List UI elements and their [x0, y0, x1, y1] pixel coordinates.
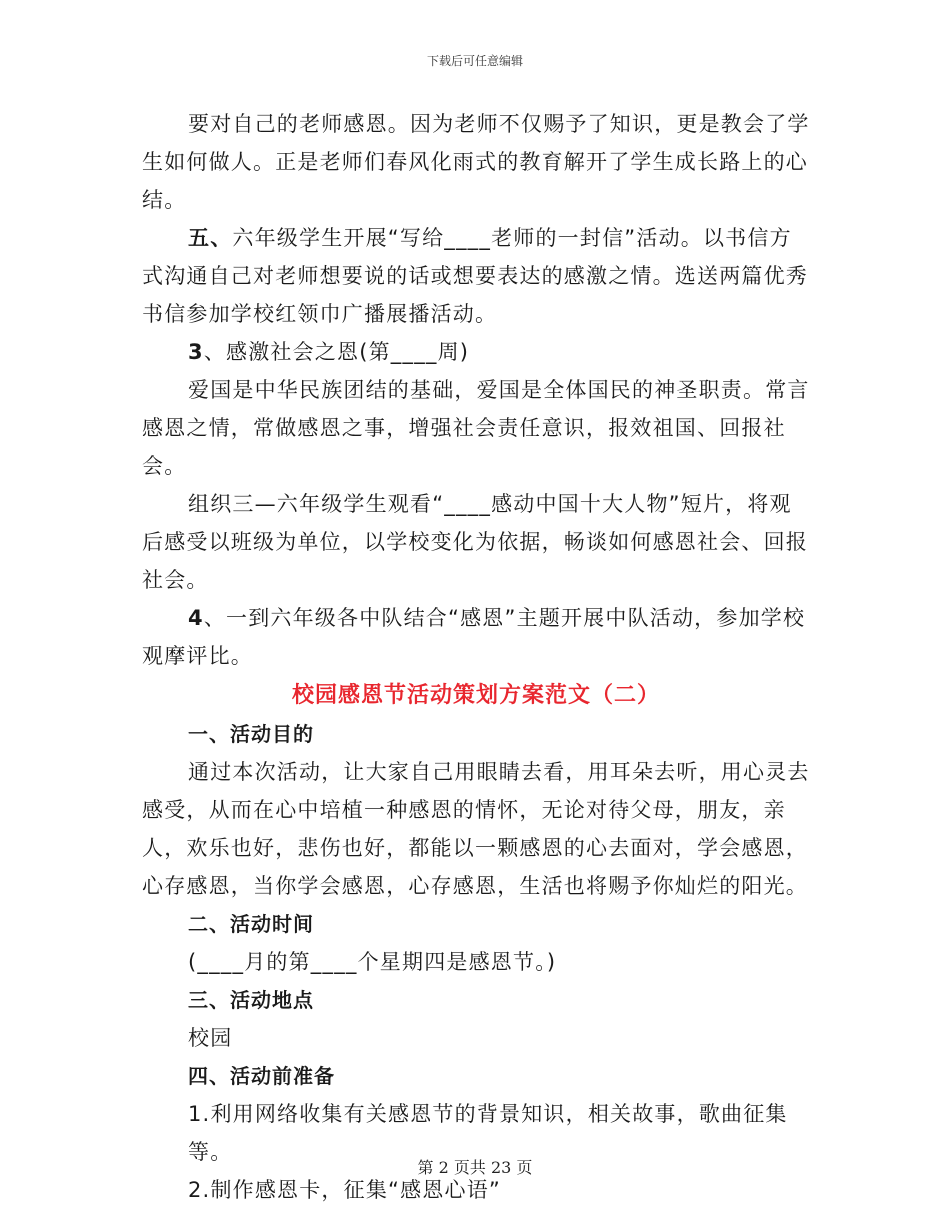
page-header: 下载后可任意编辑	[426, 54, 523, 68]
item-text: 、感激社会之恩(第____周)	[203, 340, 470, 364]
list-text: 制作感恩卡，征集“感恩心语”	[210, 1178, 501, 1202]
paragraph-place: 校园	[188, 1026, 233, 1050]
heading-place: 三、活动地点	[188, 988, 314, 1012]
paragraph-patriotism: 爱国是中华民族团结的基础，爱国是全体国民的神圣职责。常言感恩之情，常做感恩之事，增强社会责任意识，报效祖国、回报社会。	[142, 378, 810, 478]
heading-time: 二、活动时间	[188, 912, 314, 936]
item-number: 五、	[188, 226, 233, 250]
list-number: 1.	[188, 1102, 211, 1126]
paragraph-video-activity: 组织三—六年级学生观看“____感动中国十大人物”短片，将观后感受以班级为单位，以学校变化为依据，畅谈如何感恩社会、回报社会。	[142, 492, 808, 592]
item-number: 4	[188, 606, 204, 630]
paragraph-letter-activity	[142, 219, 810, 333]
paragraph-purpose: 通过本次活动，让大家自己用眼睛去看，用耳朵去听，用心灵去感受，从而在心中培植一种感恩的情怀，无论对待父母，朋友，亲人，欢乐也好，悲伤也好，都能以一颗感恩的心去面对，学会感恩，心存感恩，当你学会感恩，心存感恩，生活也将赐予你灿烂的阳光。	[142, 760, 810, 898]
heading-preparation: 四、活动前准备	[188, 1064, 335, 1088]
paragraph-society-heading	[142, 333, 810, 371]
section-title: 校园感恩节活动策划方案范文（二）	[291, 683, 660, 708]
list-text: 利用网络收集有关感恩节的背景知识，相关故事，歌曲征集等。	[188, 1102, 788, 1164]
paragraph-squad-activity	[142, 599, 810, 675]
heading-purpose: 一、活动目的	[188, 722, 314, 746]
item-text: 、一到六年级各中队结合“感恩”主题开展中队活动，参加学校观摩评比。	[142, 606, 806, 668]
item-number: 3	[188, 340, 204, 364]
list-number: 2.	[188, 1178, 211, 1202]
page-footer: 第 2 页共 23 页	[417, 1158, 533, 1177]
paragraph-time: (____月的第____个星期四是感恩节。)	[188, 950, 557, 974]
paragraph-thank-teachers: 要对自己的老师感恩。因为老师不仅赐予了知识，更是教会了学生如何做人。正是老师们春风化雨式的教育解开了学生成长路上的心结。	[142, 112, 810, 212]
document-body	[142, 105, 810, 1209]
item-text: 六年级学生开展“写给____老师的一封信”活动。以书信方式沟通自己对老师想要说的话或想要表达的感激之情。选送两篇优秀书信参加学校红领巾广播展播活动。	[142, 226, 808, 326]
